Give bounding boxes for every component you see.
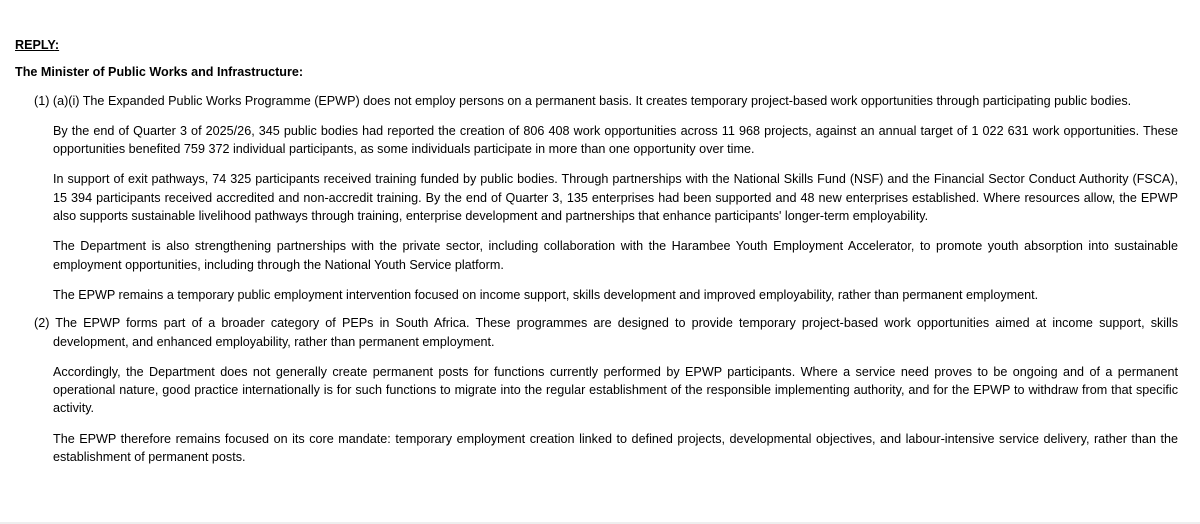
item-2-paragraph-1: Accordingly, the Department does not generally create permanent posts for functions currently performed by EPWP participants. Where a service need proves to be ongoing and of a permanent operational nature, good practice internationally is for such functions to migrate into the regular establishment of the responsible implementing authority, and for the EPWP to withdraw from that specific activity.: [53, 364, 1178, 416]
answer-item-1: (1) (a)(i) The Expanded Public Works Programme (EPWP) does not employ persons on a permanent basis. It creates temporary project-based work opportunities through participating public bodies.: [34, 93, 1132, 108]
reply-label: REPLY: [15, 38, 55, 52]
item-1-paragraph-4: The EPWP remains a temporary public employment intervention focused on income support, skills development and improved employability, rather than permanent employment.: [53, 287, 1039, 302]
item-2-paragraph-2: The EPWP therefore remains focused on its core mandate: temporary employment creation linked to defined projects, developmental objectives, and labour-intensive service delivery, rather than the establishment of permanent posts.: [53, 431, 1178, 465]
minister-heading: The Minister of Public Works and Infrastructure:: [15, 65, 304, 80]
reply-colon: :: [54, 38, 60, 52]
item-1-paragraph-1: By the end of Quarter 3 of 2025/26, 345 public bodies had reported the creation of 806 408 work opportunities across 11 968 projects, against an annual target of 1 022 631 work opportunities. These opportunities benefited 759 372 individual participants, as some individuals participate in more than one opportunity over time.: [53, 123, 1178, 157]
answer-item-2: (2) The EPWP forms part of a broader category of PEPs in South Africa. These programmes are designed to provide temporary project-based work opportunities aimed at income support, skills development, and enhanced employability, rather than permanent employment.: [34, 316, 1178, 349]
reply-heading: [15, 36, 1178, 54]
item-1-paragraph-3: The Department is also strengthening partnerships with the private sector, including collaboration with the Harambee Youth Employment Accelerator, to promote youth absorption into sustainable employment opportunities, including through the National Youth Service platform.: [53, 239, 1178, 272]
item-1-paragraph-2: In support of exit pathways, 74 325 participants received training funded by public bodies. Through partnerships with the National Skills Fund (NSF) and the Financial Sector Conduct Authority (FSCA), 15 394 participants received accredited and non-accredit training. By the end of Quarter 3, 135 enterprises had been supported and 48 new enterprises established. Where resources allow, the EPWP also supports sustainable livelihood pathways through training, enterprise development and partnerships that enhance participants' longer-term employability.: [53, 172, 1178, 224]
